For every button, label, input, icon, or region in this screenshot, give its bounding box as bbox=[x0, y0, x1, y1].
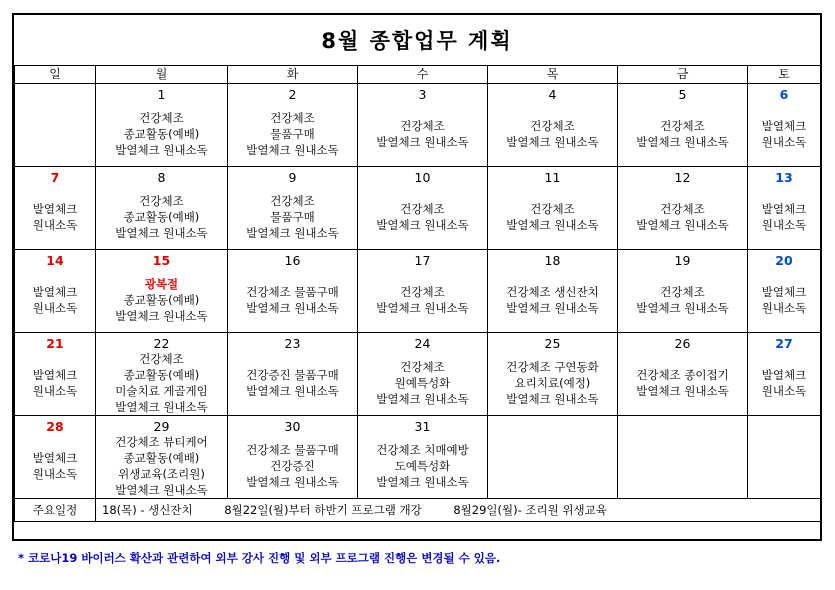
day-cell bbox=[618, 167, 748, 250]
activity-list bbox=[488, 104, 617, 164]
day-number: 9 bbox=[288, 170, 297, 185]
activity-line: 발열체크 bbox=[761, 202, 807, 216]
calendar-frame bbox=[12, 13, 822, 541]
schedule-label: 주요일정 bbox=[15, 499, 96, 522]
day-cell bbox=[618, 250, 748, 333]
day-cell bbox=[96, 167, 228, 250]
activity-line: 발열체크 원내소독 bbox=[115, 226, 208, 240]
day-cell bbox=[15, 250, 96, 333]
activity-list bbox=[618, 436, 747, 496]
activity-line: 발열체크 bbox=[761, 285, 807, 299]
activity-line: 건강체조 물품구매 bbox=[246, 285, 339, 299]
activity-list bbox=[748, 436, 820, 496]
day-number: 13 bbox=[775, 170, 793, 185]
weekday-header: 일 bbox=[15, 66, 96, 84]
activity-list bbox=[15, 353, 95, 413]
activity-line: 건강체조 bbox=[530, 119, 575, 133]
weekday-header: 수 bbox=[358, 66, 488, 84]
activity-line: 원내소독 bbox=[761, 301, 807, 315]
day-number: 23 bbox=[284, 336, 301, 351]
activity-list bbox=[358, 270, 487, 330]
day-cell bbox=[618, 84, 748, 167]
activity-list bbox=[358, 187, 487, 247]
week-row bbox=[15, 416, 821, 499]
activity-line: 발열체크 원내소독 bbox=[115, 400, 208, 414]
activity-list bbox=[748, 353, 820, 413]
activity-list bbox=[96, 436, 227, 496]
activity-line: 건강체조 bbox=[660, 119, 705, 133]
week-row bbox=[15, 333, 821, 416]
activity-list bbox=[15, 436, 95, 496]
activity-line: 발열체크 원내소독 bbox=[506, 301, 599, 315]
day-cell bbox=[748, 416, 821, 499]
schedule-items bbox=[96, 499, 821, 522]
activity-line: 발열체크 원내소독 bbox=[636, 384, 729, 398]
activity-list bbox=[228, 353, 357, 413]
day-number bbox=[748, 418, 820, 436]
activity-line: 발열체크 원내소독 bbox=[246, 384, 339, 398]
activity-line: 종교활동(예배) bbox=[123, 127, 200, 141]
week-row bbox=[15, 250, 821, 333]
activity-line: 건강체조 치매예방 bbox=[376, 443, 469, 457]
day-cell bbox=[488, 167, 618, 250]
activity-list bbox=[488, 353, 617, 413]
activity-line: 건강체조 bbox=[400, 119, 445, 133]
activity-list bbox=[15, 104, 95, 164]
activity-line: 원내소독 bbox=[32, 384, 78, 398]
schedule-item: 8월22일(월)부터 하반기 프로그램 개강 bbox=[224, 503, 422, 517]
activity-list bbox=[358, 104, 487, 164]
activity-list bbox=[228, 187, 357, 247]
activity-line: 발열체크 원내소독 bbox=[246, 475, 339, 489]
activity-list bbox=[618, 270, 747, 330]
activity-line: 원내소독 bbox=[32, 467, 78, 481]
activity-line: 요리치료(예정) bbox=[514, 376, 591, 390]
activity-list bbox=[488, 436, 617, 496]
activity-line: 건강체조 생신잔치 bbox=[506, 285, 599, 299]
activity-line: 건강체조 bbox=[270, 111, 315, 125]
day-number bbox=[488, 418, 617, 436]
day-number: 6 bbox=[779, 87, 789, 102]
activity-line: 건강증진 물품구매 bbox=[246, 368, 339, 382]
schedule-row bbox=[15, 499, 821, 522]
activity-list bbox=[618, 104, 747, 164]
day-number: 31 bbox=[414, 419, 431, 434]
activity-line: 발열체크 원내소독 bbox=[246, 226, 339, 240]
day-cell bbox=[228, 333, 358, 416]
day-cell bbox=[96, 416, 228, 499]
activity-line: 원내소독 bbox=[761, 218, 807, 232]
activity-line: 발열체크 원내소독 bbox=[246, 301, 339, 315]
activity-line: 종교활동(예배) bbox=[123, 293, 200, 307]
activity-line: 발열체크 bbox=[32, 451, 78, 465]
activity-line: 발열체크 bbox=[761, 119, 807, 133]
day-number: 28 bbox=[46, 419, 64, 434]
activity-line: 건강체조 bbox=[660, 202, 705, 216]
day-cell bbox=[15, 416, 96, 499]
day-cell bbox=[358, 333, 488, 416]
activity-line: 원내소독 bbox=[761, 384, 807, 398]
day-cell bbox=[488, 84, 618, 167]
day-number: 30 bbox=[284, 419, 301, 434]
activity-list bbox=[358, 353, 487, 413]
day-cell bbox=[748, 84, 821, 167]
activity-line: 건강체조 bbox=[400, 285, 445, 299]
day-number: 24 bbox=[414, 336, 431, 351]
weekday-header: 토 bbox=[748, 66, 821, 84]
activity-line: 건강체조 bbox=[400, 202, 445, 216]
activity-line: 발열체크 원내소독 bbox=[376, 475, 469, 489]
day-number: 11 bbox=[544, 170, 561, 185]
activity-list bbox=[96, 270, 227, 330]
activity-line: 발열체크 원내소독 bbox=[636, 301, 729, 315]
activity-list bbox=[228, 436, 357, 496]
activity-line: 종교활동(예배) bbox=[123, 210, 200, 224]
day-number: 20 bbox=[775, 253, 793, 268]
day-cell bbox=[358, 84, 488, 167]
activity-line: 미술치료 게골게임 bbox=[115, 384, 208, 398]
activity-line: 발열체크 원내소독 bbox=[376, 301, 469, 315]
day-cell bbox=[358, 416, 488, 499]
day-number: 8 bbox=[157, 170, 166, 185]
activity-line: 발열체크 bbox=[761, 368, 807, 382]
activity-list bbox=[228, 104, 357, 164]
page-title: 8월 종합업무 계획 bbox=[321, 29, 513, 53]
activity-line: 발열체크 bbox=[32, 285, 78, 299]
day-number: 19 bbox=[674, 253, 691, 268]
day-cell bbox=[228, 250, 358, 333]
activity-line: 건강체조 뷰티케어 bbox=[115, 435, 208, 449]
day-cell bbox=[748, 333, 821, 416]
day-number: 14 bbox=[46, 253, 64, 268]
day-cell bbox=[96, 250, 228, 333]
activity-line: 건강체조 bbox=[400, 360, 445, 374]
activity-line: 원내소독 bbox=[761, 135, 807, 149]
activity-line: 발열체크 원내소독 bbox=[115, 143, 208, 157]
activity-line: 건강체조 bbox=[530, 202, 575, 216]
notice-text: * 코로나19 바이러스 확산과 관련하여 외부 강사 진행 및 외부 프로그램 진행은 변경될 수 있음. bbox=[18, 551, 501, 565]
day-number: 17 bbox=[414, 253, 431, 268]
day-number: 25 bbox=[544, 336, 561, 351]
day-cell bbox=[358, 167, 488, 250]
activity-list bbox=[748, 187, 820, 247]
activity-line: 건강체조 bbox=[139, 111, 184, 125]
day-cell bbox=[15, 167, 96, 250]
activity-list bbox=[15, 187, 95, 247]
weekday-header-row bbox=[15, 66, 821, 84]
activity-line: 발열체크 bbox=[32, 202, 78, 216]
activity-line: 물품구매 bbox=[270, 210, 315, 224]
activity-line: 발열체크 원내소독 bbox=[506, 218, 599, 232]
weekday-header: 화 bbox=[228, 66, 358, 84]
day-cell bbox=[96, 84, 228, 167]
activity-line: 건강증진 bbox=[270, 459, 315, 473]
activity-line: 물품구매 bbox=[270, 127, 315, 141]
weekday-header: 금 bbox=[618, 66, 748, 84]
week-row bbox=[15, 84, 821, 167]
schedule-item: 18(목) - 생신잔치 bbox=[102, 503, 193, 517]
activity-line: 위생교육(조리원) bbox=[118, 467, 205, 481]
activity-line: 건강체조 구연동화 bbox=[506, 360, 599, 374]
activity-list bbox=[618, 187, 747, 247]
day-number: 29 bbox=[153, 419, 170, 434]
activity-line: 종교활동(예배) bbox=[123, 368, 200, 382]
day-cell bbox=[228, 416, 358, 499]
day-cell bbox=[15, 84, 96, 167]
activity-line: 발열체크 원내소독 bbox=[636, 218, 729, 232]
day-number: 21 bbox=[46, 336, 64, 351]
day-cell bbox=[488, 416, 618, 499]
weekday-header: 목 bbox=[488, 66, 618, 84]
activity-line: 발열체크 원내소독 bbox=[115, 483, 208, 497]
activity-list bbox=[748, 270, 820, 330]
activity-line: 건강체조 bbox=[139, 194, 184, 208]
day-number: 2 bbox=[288, 87, 297, 102]
day-number: 18 bbox=[544, 253, 561, 268]
activity-list bbox=[358, 436, 487, 496]
weekday-header: 월 bbox=[96, 66, 228, 84]
activity-line: 발열체크 원내소독 bbox=[376, 135, 469, 149]
activity-list bbox=[748, 104, 820, 164]
day-cell bbox=[228, 167, 358, 250]
schedule-item: 8월29일(월)- 조리원 위생교육 bbox=[453, 503, 607, 517]
activity-line: 발열체크 원내소독 bbox=[506, 392, 599, 406]
day-cell bbox=[748, 167, 821, 250]
activity-line: 발열체크 원내소독 bbox=[636, 135, 729, 149]
day-number: 7 bbox=[50, 170, 60, 185]
activity-line: 발열체크 원내소독 bbox=[246, 143, 339, 157]
activity-list bbox=[228, 270, 357, 330]
day-number: 5 bbox=[678, 87, 687, 102]
day-cell bbox=[96, 333, 228, 416]
activity-line: 원내소독 bbox=[32, 218, 78, 232]
activity-list bbox=[96, 104, 227, 164]
day-number: 3 bbox=[418, 87, 427, 102]
activity-line: 건강체조 종이접기 bbox=[636, 368, 729, 382]
activity-list bbox=[96, 187, 227, 247]
week-row bbox=[15, 167, 821, 250]
day-number: 22 bbox=[153, 336, 170, 351]
day-number: 12 bbox=[674, 170, 691, 185]
day-cell bbox=[618, 333, 748, 416]
day-number: 27 bbox=[775, 336, 793, 351]
activity-list bbox=[488, 187, 617, 247]
day-cell bbox=[15, 333, 96, 416]
activity-line: 건강체조 bbox=[270, 194, 315, 208]
day-cell bbox=[488, 250, 618, 333]
activity-line: 건강체조 bbox=[139, 352, 184, 366]
activity-line: 발열체크 원내소독 bbox=[376, 218, 469, 232]
activity-line: 건강체조 물품구매 bbox=[246, 443, 339, 457]
day-cell bbox=[618, 416, 748, 499]
day-number: 4 bbox=[548, 87, 557, 102]
day-number: 26 bbox=[674, 336, 691, 351]
activity-list bbox=[618, 353, 747, 413]
activity-line: 발열체크 원내소독 bbox=[506, 135, 599, 149]
day-number bbox=[618, 418, 747, 436]
holiday-label: 광복절 bbox=[144, 277, 179, 291]
day-cell bbox=[488, 333, 618, 416]
activity-line: 건강체조 bbox=[660, 285, 705, 299]
activity-list bbox=[96, 353, 227, 413]
activity-line: 원예특성화 bbox=[394, 376, 451, 390]
day-cell bbox=[228, 84, 358, 167]
activity-line: 도예특성화 bbox=[394, 459, 451, 473]
activity-list bbox=[488, 270, 617, 330]
activity-line: 종교활동(예배) bbox=[123, 451, 200, 465]
activity-line: 발열체크 원내소독 bbox=[115, 309, 208, 323]
activity-line: 발열체크 원내소독 bbox=[376, 392, 469, 406]
day-number: 1 bbox=[157, 87, 166, 102]
activity-line: 발열체크 bbox=[32, 368, 78, 382]
activity-line: 원내소독 bbox=[32, 301, 78, 315]
day-number: 10 bbox=[414, 170, 431, 185]
day-cell bbox=[748, 250, 821, 333]
day-cell bbox=[358, 250, 488, 333]
calendar-table bbox=[14, 65, 821, 522]
activity-list bbox=[15, 270, 95, 330]
day-number: 16 bbox=[284, 253, 301, 268]
day-number: 15 bbox=[152, 253, 171, 268]
day-number bbox=[15, 86, 95, 104]
